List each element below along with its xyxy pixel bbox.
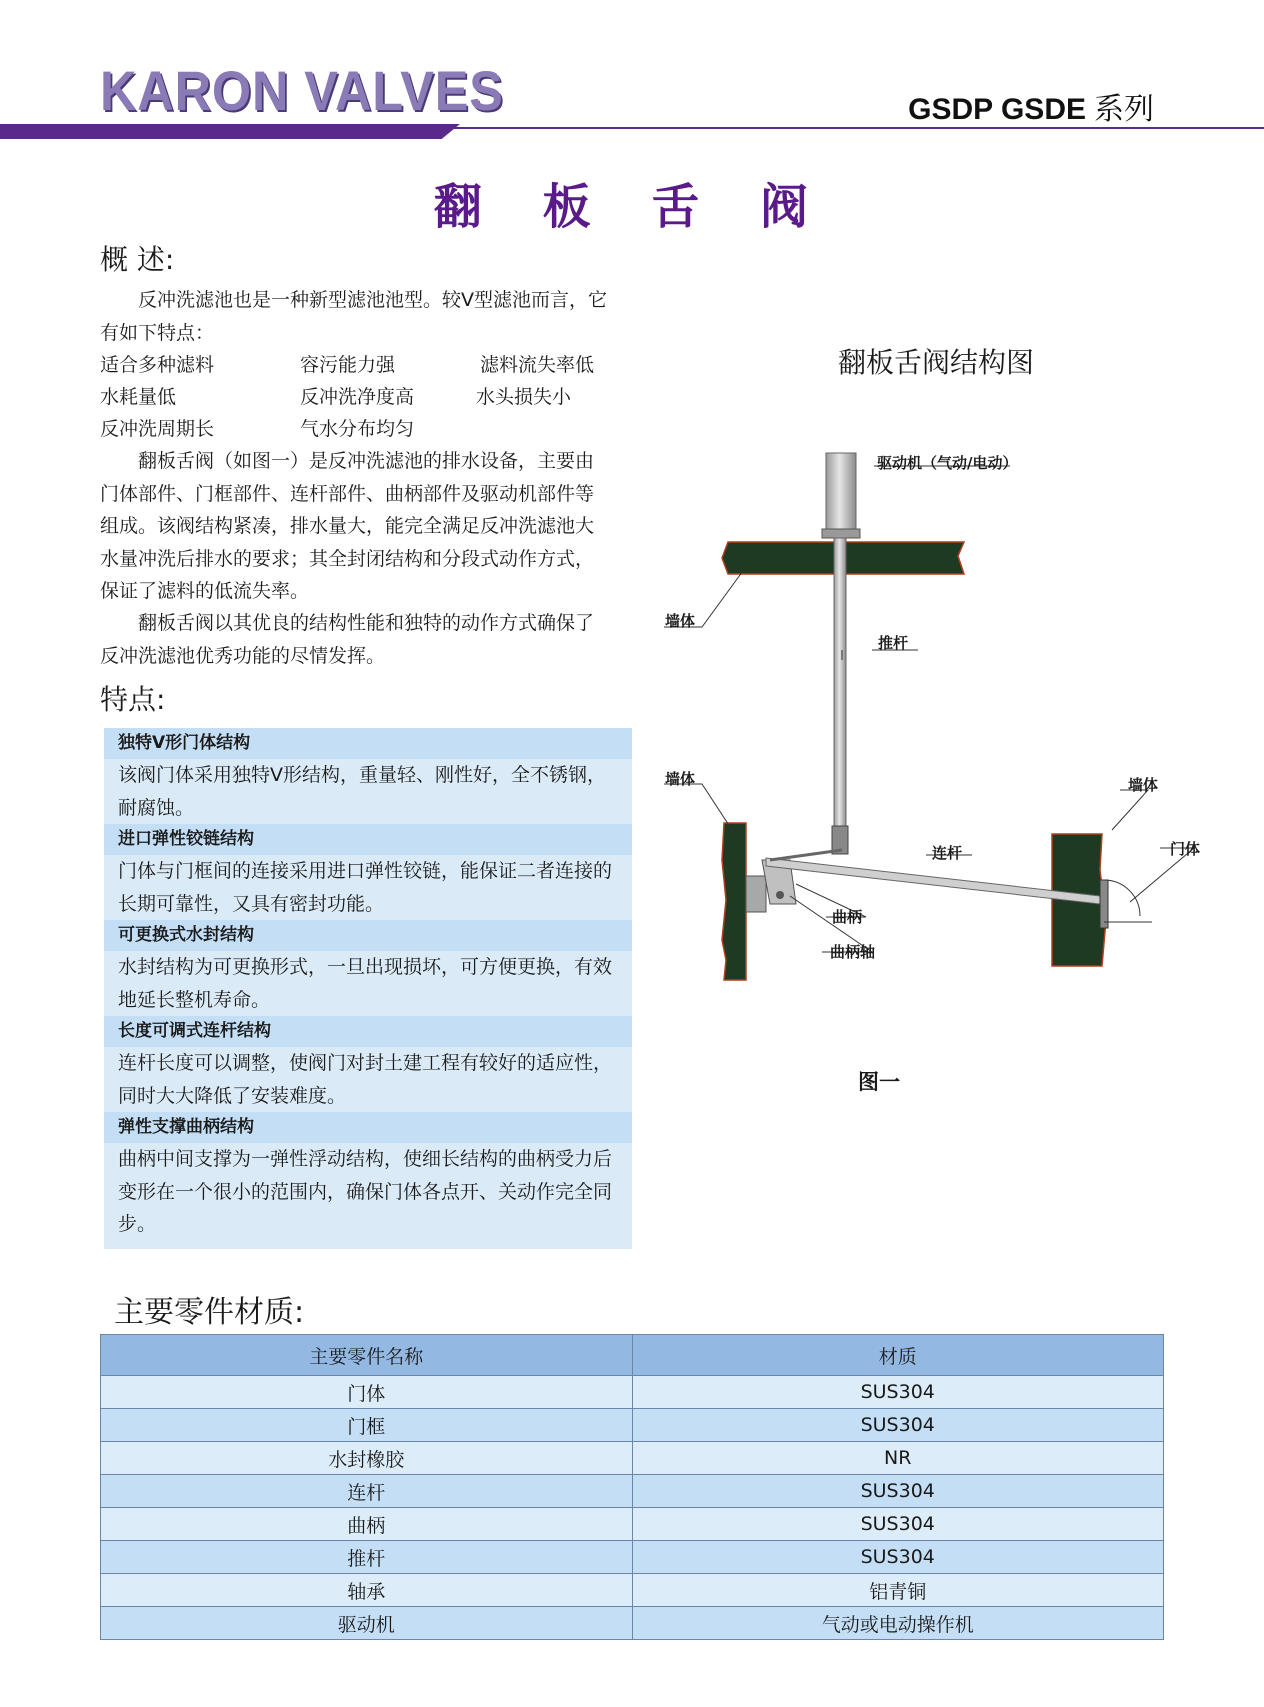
table-row <box>101 1442 1164 1475</box>
material: SUS304 <box>632 1541 1164 1574</box>
material: SUS304 <box>632 1475 1164 1508</box>
page-title: 翻 板 舌 阀 <box>433 179 831 235</box>
part-name: 门体 <box>101 1376 633 1409</box>
feature-title: 可更换式水封结构 <box>104 920 632 951</box>
table-row <box>101 1475 1164 1508</box>
feature-cell: 气水分布均匀 <box>300 418 415 440</box>
label-crank-shaft: 曲柄轴 <box>830 943 876 961</box>
feature-cell: 反冲洗周期长 <box>100 418 215 440</box>
feature-title: 弹性支撑曲柄结构 <box>104 1112 632 1143</box>
label-push-rod: 推杆 <box>878 634 909 652</box>
overview-heading: 概 述: <box>100 243 175 276</box>
label-actuator: 驱动机（气动/电动） <box>877 454 1018 472</box>
table-row <box>101 1508 1164 1541</box>
brand-logo: KARON VALVES <box>100 59 504 122</box>
table-row <box>101 1376 1164 1409</box>
feature-cell: 滤料流失率低 <box>480 354 595 376</box>
part-name: 驱动机 <box>101 1607 633 1640</box>
part-name: 水封橡胶 <box>101 1442 633 1475</box>
figure-caption: 图一 <box>858 1070 900 1094</box>
crank-shaft <box>776 891 784 899</box>
table-header-row <box>101 1335 1164 1376</box>
link-rod <box>766 858 1100 904</box>
column-header-material: 材质 <box>632 1335 1164 1376</box>
label-wall-top: 墙体 <box>665 612 696 630</box>
materials-heading: 主要零件材质: <box>114 1295 305 1330</box>
feature-desc: 门体与门框间的连接采用进口弹性铰链，能保证二者连接的长期可靠性，又具有密封功能。 <box>118 860 613 915</box>
feature-cell: 适合多种滤料 <box>100 354 215 376</box>
crank-arm <box>770 850 842 860</box>
crank-bracket <box>746 876 766 912</box>
table-row <box>101 1541 1164 1574</box>
feature-cell: 反冲洗净度高 <box>300 386 415 408</box>
actuator-shape <box>826 453 856 529</box>
features-heading: 特点: <box>100 683 166 716</box>
part-name: 曲柄 <box>101 1508 633 1541</box>
actuator-base <box>822 529 860 538</box>
feature-title: 长度可调式连杆结构 <box>104 1016 632 1047</box>
label-door: 门体 <box>1170 840 1201 858</box>
table-row <box>101 1574 1164 1607</box>
part-name: 连杆 <box>101 1475 633 1508</box>
feature-title: 独特V形门体结构 <box>104 728 632 759</box>
feature-desc: 曲柄中间支撑为一弹性浮动结构，使细长结构的曲柄受力后变形在一个很小的范围内，确保门体各点开、关动作完全同步。 <box>118 1148 613 1235</box>
column-header-part: 主要零件名称 <box>101 1335 633 1376</box>
push-rod <box>834 538 846 828</box>
label-wall-right: 墙体 <box>1128 776 1159 794</box>
material: 铝青铜 <box>632 1574 1164 1607</box>
feature-desc: 连杆长度可以调整，使阀门对封土建工程有较好的适应性，同时大大降低了安装难度。 <box>118 1052 613 1107</box>
material: SUS304 <box>632 1376 1164 1409</box>
overview-intro: 反冲洗滤池也是一种新型滤池池型。较V型滤池而言，它有如下特点： <box>100 289 607 344</box>
feature-cell: 容污能力强 <box>300 354 396 376</box>
material: NR <box>632 1442 1164 1475</box>
part-name: 门框 <box>101 1409 633 1442</box>
table-row <box>101 1409 1164 1442</box>
feature-cell: 水头损失小 <box>476 386 572 408</box>
door-body <box>1100 880 1108 928</box>
material: SUS304 <box>632 1409 1164 1442</box>
series-code: GSDP GSDE <box>908 93 1086 126</box>
overview-paragraph-3: 翻板舌阀以其优良的结构性能和独特的动作方式确保了反冲洗滤池优秀功能的尽情发挥。 <box>100 612 595 667</box>
feature-desc: 水封结构为可更换形式，一旦出现损坏，可方便更换，有效地延长整机寿命。 <box>118 956 613 1011</box>
feature-title: 进口弹性铰链结构 <box>104 824 632 855</box>
left-wall <box>722 823 746 980</box>
overview-paragraph-2: 翻板舌阀（如图一）是反冲洗滤池的排水设备，主要由门体部件、门框部件、连杆部件、曲柄部件及驱动机部件等组成。该阀结构紧凑，排水量大，能完全满足反冲洗滤池大水量冲洗后排水的要求；其全封闭结构和分段式动作方式，保证了滤料的低流失率。 <box>100 450 595 602</box>
materials-table <box>100 1334 1164 1640</box>
feature-cell: 水耗量低 <box>100 386 177 408</box>
series-word: 系列 <box>1094 93 1154 126</box>
feature-desc: 该阀门体采用独特V形结构，重量轻、刚性好，全不锈钢，耐腐蚀。 <box>118 764 606 819</box>
label-link-rod: 连杆 <box>932 844 963 862</box>
table-row <box>101 1607 1164 1640</box>
label-wall-left: 墙体 <box>665 770 696 788</box>
part-name: 推杆 <box>101 1541 633 1574</box>
diagram-title: 翻板舌阀结构图 <box>838 346 1035 379</box>
part-name: 轴承 <box>101 1574 633 1607</box>
material: SUS304 <box>632 1508 1164 1541</box>
label-crank: 曲柄 <box>832 908 863 926</box>
material: 气动或电动操作机 <box>632 1607 1164 1640</box>
